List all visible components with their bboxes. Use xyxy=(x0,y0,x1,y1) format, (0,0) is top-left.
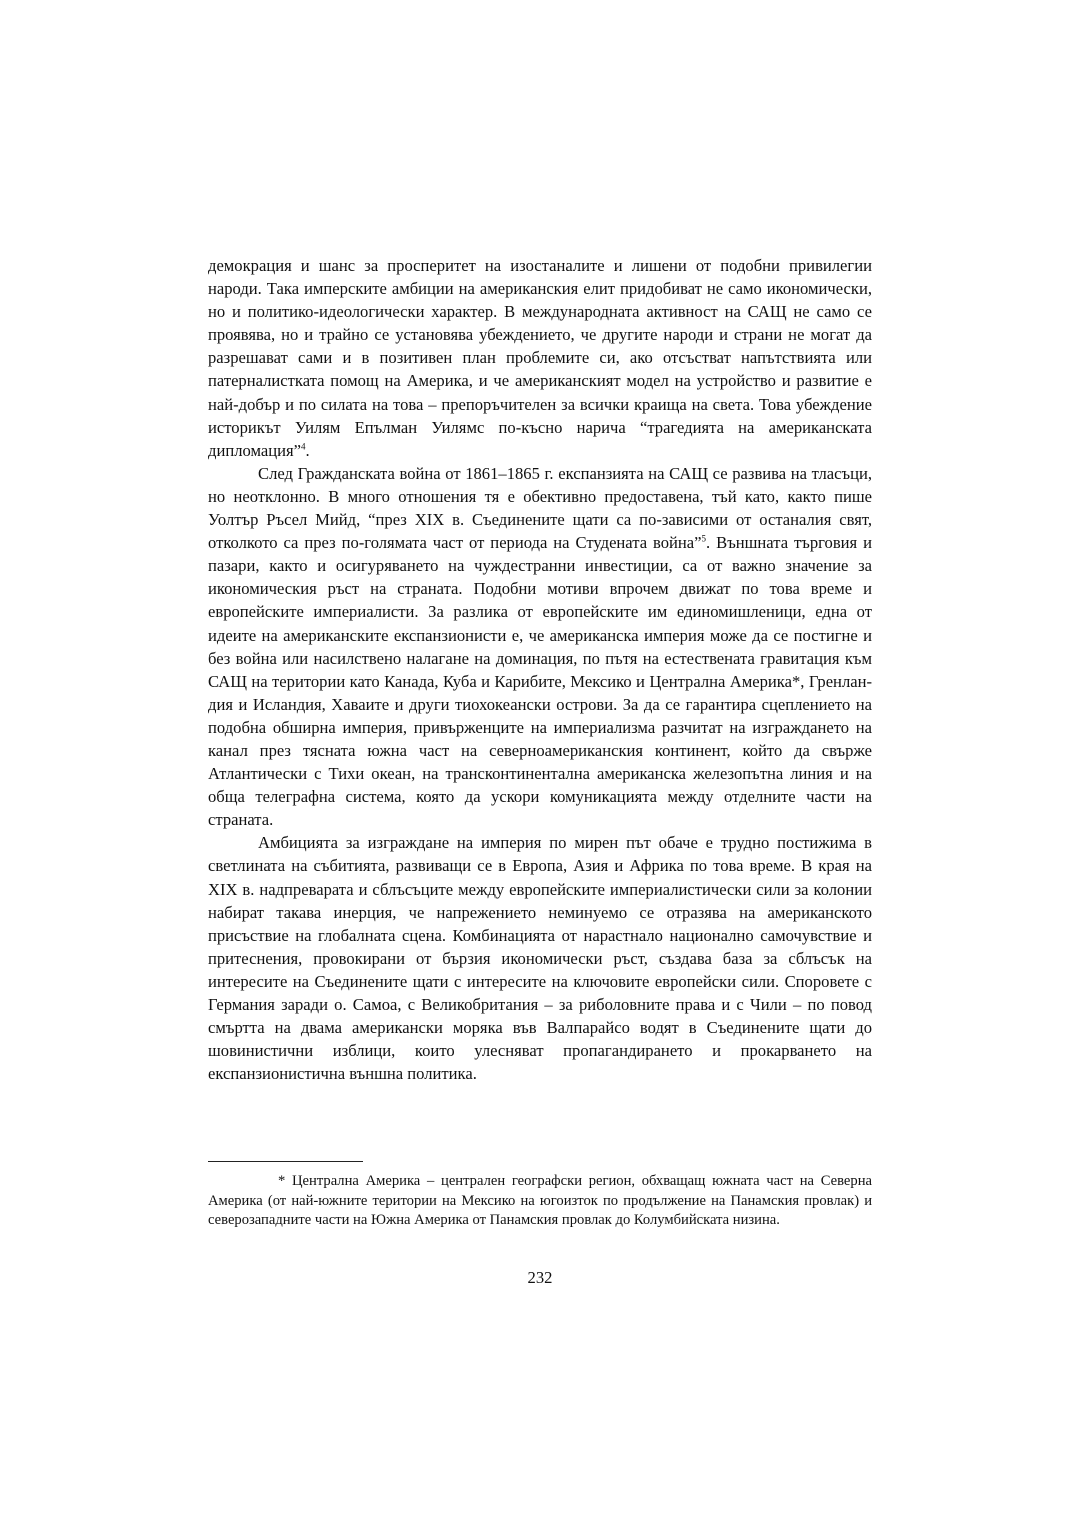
footnote-ref-5: 5 xyxy=(701,533,707,544)
paragraph-3-text: Амбицията за изграждане на империя по мирен път обаче е трудно постижима в светлината на събитията, развиващи се в Европа, Азия и Африка по това време. В края на XIX в. надпреварата и сблъсъците между европейските империалистически сили за колонии набират такава инерция, че напрежението неминуемо се отразява на американското присъствие на глобалната сцена. Комбинацията от нарастнало национално самочувствие и притеснения, провокирани от бързия икономически ръст, създава база за сблъсък на интересите на Съединените щати с интересите на ключовите европейски сили. Споровете с Германия заради о. Самоа, с Великобритания – за риболовните права и с Чили – по повод смъртта на двама американски моряка във Валпарайсо водят в Съединените щати до шовинистични изблици, които улесняват пропагандирането и прокарването на експанзионистична външна политика. xyxy=(208,833,872,1084)
paragraph-2 xyxy=(208,462,872,832)
main-text xyxy=(208,254,872,1085)
footnote-separator xyxy=(208,1161,363,1162)
paragraph-1 xyxy=(208,254,872,462)
paragraph-2-text-a: След Гражданската война от 1861–1865 г. експанзията на САЩ се развива на тласъци, но неотклонно. В много отношения тя е обективно предоставена, тъй като, както пише Уолтър Ръсел Мийд, “през XIX в. Съединените щати са по-зависими от останалия свят, отколкото са през по-голямата част от периода на Студената война” xyxy=(208,463,872,553)
page-number: 232 xyxy=(527,1268,553,1287)
paragraph-3 xyxy=(208,831,872,1085)
paragraph-1-text-b: . xyxy=(305,440,310,460)
paragraph-2-text-b: . Външната търговия и пазари, както и осигуряването на чуждестранни инвестиции, са от важно значение за икономическия ръст на страната. Подобни мотиви впрочем движат по това време и европейските империалисти. За разлика от европейските им единомишленици, една от идеите на американските експанзионисти е, че американска империя може да се постигне и без война или насилствено налагане на доминация, по пътя на естествената гравитация към САЩ на територии като Канада, Куба и Карибите, Мексико и Централна Америка*, Гренландия и Исландия, Хаваите и други тиохокеански острови. За да се гарантира сцеплението на подобна обширна империя, привърженците на империализма разчитат на изграждането на канал през тясната южна част на северноамериканския континент, който да свърже Атлантически с Тихи океан, на трансконтинентална американска железопътна линия и на обща телеграфна система, която да ускори комуникацията между отделните части на страната. xyxy=(208,533,872,830)
footnote: * Централна Америка – централен географски регион, обхващащ южната част на Северна Америка (от най-южните територии на Мексико на югоизток по продължение на Панамския провлак) и северозападните части на Южна Америка от Панамския провлак до Колумбийската низина. xyxy=(208,1173,872,1229)
footnote-ref-4: 4 xyxy=(300,441,306,452)
paragraph-1-text-a: демокрация и шанс за просперитет на изостаналите и лишени от подобни привилегии народи. Така имперските амбиции на американския елит придобиват не само икономически, но и политико-идеологически характер. В международната активност на САЩ не само се проявява, но и трайно се установява убеждението, че другите народи и страни не могат да разрешават сами и в позитивен план проблемите си, ако отсъстват напътствията или патерналистката помощ на Америка, и че американският модел на устройство и развитие е най-добър и по силата на това – препоръчителен за всички краища на света. Това убеждение историкът Уилям Епълман Уилямс по-късно нарича “трагедията на американската дипломация” xyxy=(208,256,872,460)
